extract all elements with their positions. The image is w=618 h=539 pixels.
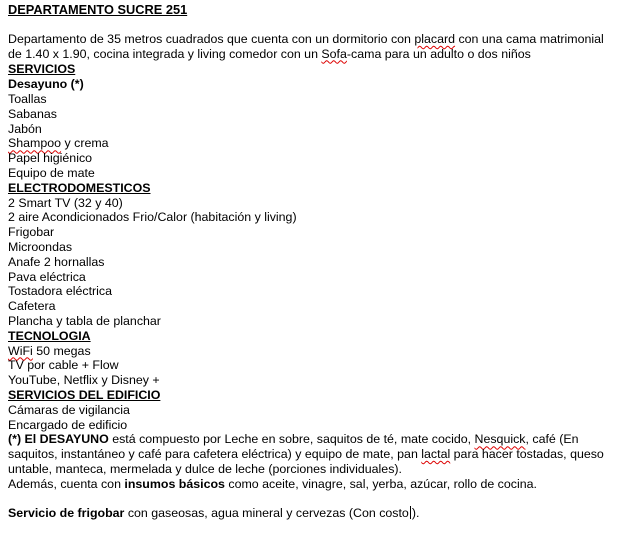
list-item: YouTube, Netflix y Disney +: [8, 373, 160, 388]
list-item: Sabanas: [8, 106, 57, 121]
spellcheck-word-wifi: WiFi: [8, 343, 33, 358]
list-item: Cafetera: [8, 299, 56, 314]
list-item: Anafe 2 hornallas: [8, 254, 105, 269]
list-item: Encargado de edificio: [8, 417, 128, 432]
servicios-edificio-heading: SERVICIOS DEL EDIFICIO: [8, 387, 161, 402]
intro-text-a: Departamento de 35 metros cuadrados que cuenta con un dormitorio con: [8, 31, 415, 46]
desayuno-note-label: (*) El DESAYUNO: [8, 432, 109, 447]
list-item: Frigobar: [8, 225, 55, 240]
intro-text-b: con una cama matrimonial de 1.40 x 1.90, cocina integrada y living comedor con un: [8, 31, 604, 61]
note-text-b: , café (En saquitos, instantáneo y café para cafetera eléctrica) y equipo de mate, pan: [8, 432, 579, 462]
desayuno-note-paragraph: [8, 432, 610, 476]
tecnologia-heading: TECNOLOGIA: [8, 328, 91, 343]
spellcheck-word-lactal: lactal: [421, 447, 451, 462]
frigobar-label: Servicio de frigobar: [8, 506, 125, 521]
list-item: TV por cable + Flow: [8, 358, 119, 373]
spellcheck-word-placard: placard: [414, 31, 456, 46]
list-item: Pava eléctrica: [8, 269, 86, 284]
frigobar-paragraph: [8, 506, 610, 521]
wifi-rest: 50 megas: [32, 343, 91, 358]
document-title: DEPARTAMENTO SUCRE 251: [8, 2, 188, 17]
note-text-a: está compuesto por Leche en sobre, saquitos de té, mate cocido,: [108, 432, 475, 447]
ademas-text-b: como aceite, vinagre, sal, yerba, azúcar, rollo de cocina.: [224, 476, 537, 491]
list-item: Toallas: [8, 91, 47, 106]
intro-paragraph: [8, 32, 610, 62]
list-item-shampoo: [8, 136, 610, 151]
ademas-paragraph: [8, 477, 610, 492]
shampoo-rest: y crema: [61, 136, 109, 151]
insumos-basicos-label: insumos básicos: [124, 476, 225, 491]
list-item: 2 Smart TV (32 y 40): [8, 195, 123, 210]
servicios-heading: SERVICIOS: [8, 62, 76, 77]
ademas-text-a: Además, cuenta con: [8, 476, 125, 491]
list-item-wifi: [8, 344, 610, 359]
list-item: Microondas: [8, 239, 73, 254]
spellcheck-word-shampoo: Shampoo: [8, 136, 62, 151]
electrodomesticos-heading: ELECTRODOMESTICOS: [8, 180, 151, 195]
list-item: Tostadora eléctrica: [8, 284, 112, 299]
list-item: Papel higiénico: [8, 151, 93, 166]
list-item: Equipo de mate: [8, 165, 95, 180]
list-item: Jabón: [8, 121, 42, 136]
text-cursor: [410, 506, 411, 519]
desayuno-label: Desayuno (*): [8, 77, 84, 92]
list-item: Cámaras de vigilancia: [8, 402, 130, 417]
list-item: Plancha y tabla de planchar: [8, 313, 161, 328]
spellcheck-word-nesquick: Nesquick: [474, 432, 526, 447]
frigobar-text-a: con gaseosas, agua mineral y cervezas (Con costo: [124, 506, 409, 521]
frigobar-text-b: ).: [411, 506, 420, 521]
list-item: 2 aire Acondicionados Frio/Calor (habitación y living): [8, 210, 297, 225]
document-page: [8, 3, 610, 521]
intro-text-c: -cama para un adulto o dos niños: [346, 46, 531, 61]
note-text-c: para hacer tostadas, queso untable, manteca, mermelada y dulce de leche (porciones individuales).: [8, 447, 604, 476]
spellcheck-word-sofa: Sofa: [321, 46, 347, 61]
blank-line: [8, 492, 610, 507]
